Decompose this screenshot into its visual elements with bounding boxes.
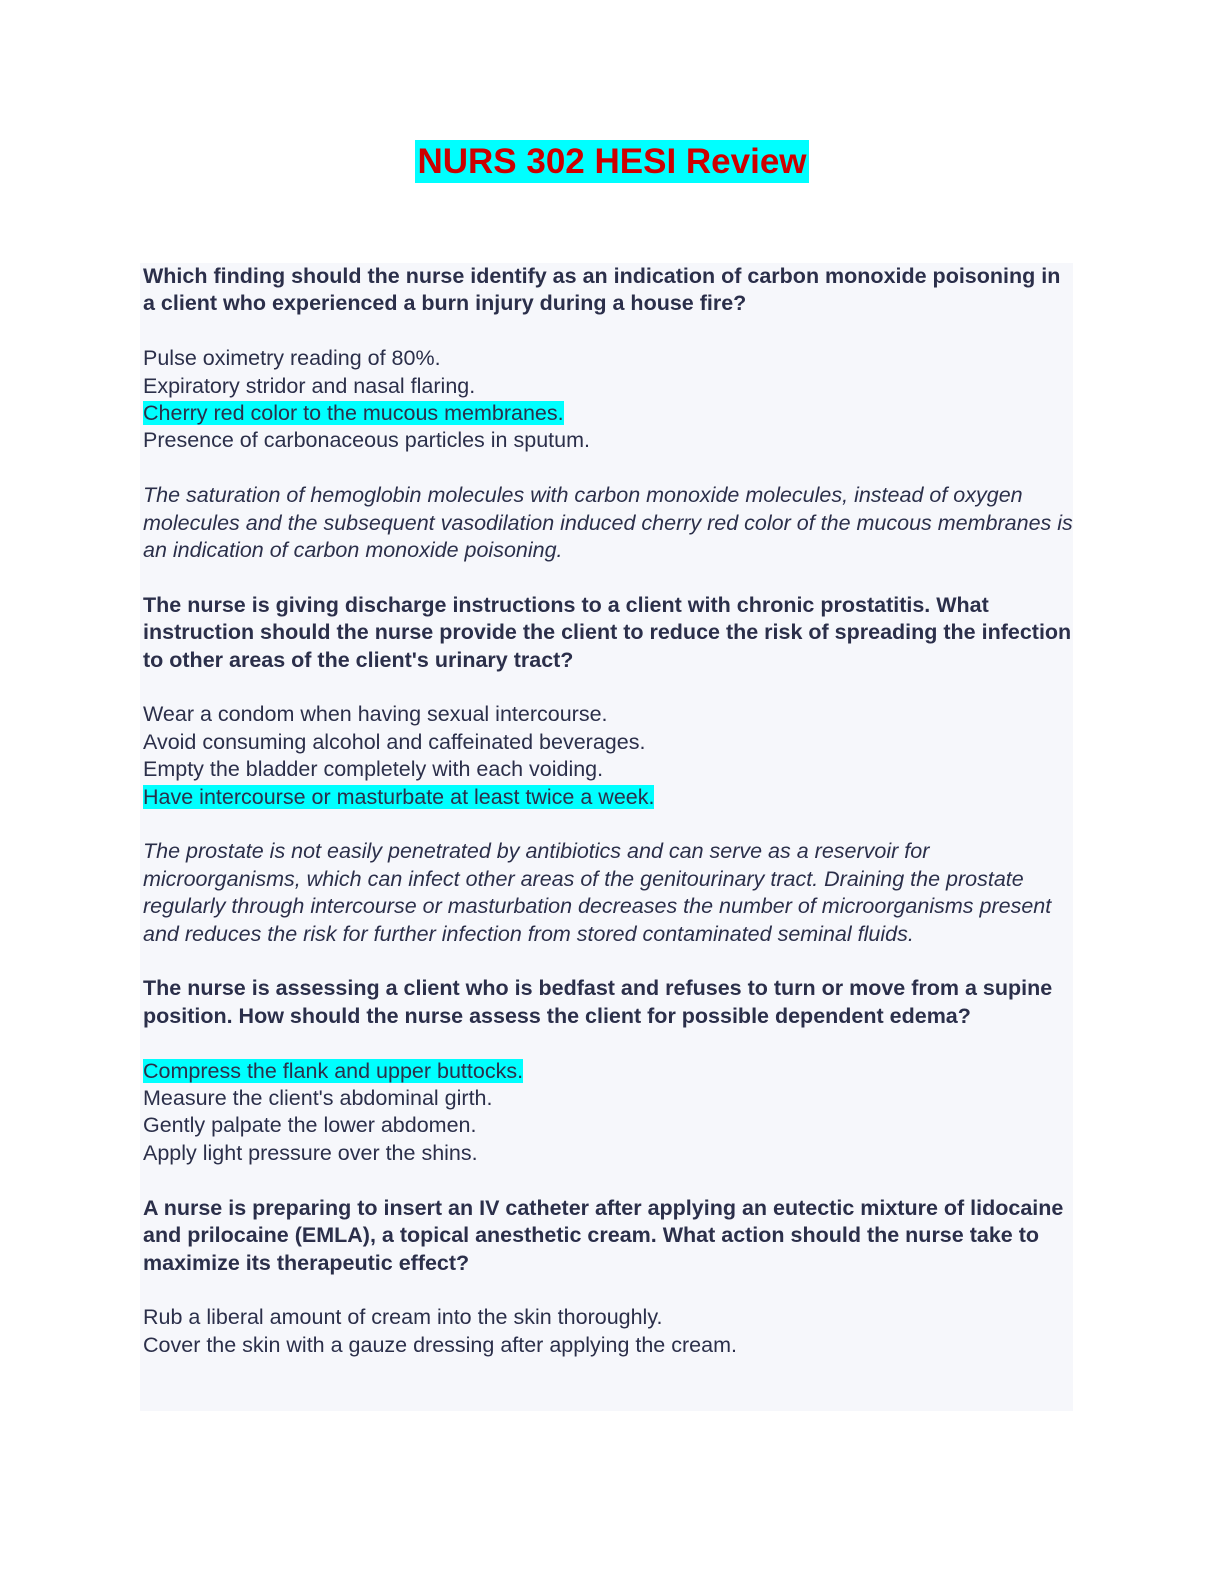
- answer-option-text: Wear a condom when having sexual intercourse.: [143, 702, 608, 727]
- answer-option-text: Presence of carbonaceous particles in sputum.: [143, 428, 590, 453]
- answer-option-text: Cover the skin with a gauze dressing after applying the cream.: [143, 1332, 737, 1357]
- answer-option-text-highlighted: Have intercourse or masturbate at least twice a week.: [143, 784, 655, 809]
- rationale-text: The saturation of hemoglobin molecules with carbon monoxide molecules, instead of oxygen molecules and the subsequent vasodilation induced cherry red color of the mucous membranes is an indication of carbon monoxide poisoning.: [143, 483, 1073, 563]
- answer-option: [143, 373, 1073, 400]
- answer-options: [143, 1304, 1073, 1359]
- rationale-text: The prostate is not easily penetrated by antibiotics and can serve as a reservoir for microorganisms, which can infect other areas of the genitourinary tract. Draining the prostate regularly through intercourse or masturbation decreases the number of microorganisms present and reduces the risk for further infection from stored contaminated seminal fluids.: [143, 839, 1052, 946]
- answer-option-text: Pulse oximetry reading of 80%.: [143, 346, 441, 371]
- answer-options: [143, 345, 1073, 455]
- answer-option-correct: [143, 1058, 1073, 1085]
- question-text: A nurse is preparing to insert an IV catheter after applying an eutectic mixture of lidocaine and prilocaine (EMLA), a topical anesthetic cream. What action should the nurse take to maximize its therapeutic effect?: [143, 1195, 1064, 1275]
- answer-options: [143, 1058, 1073, 1168]
- answer-option: [143, 1112, 1073, 1139]
- answer-option-text: Expiratory stridor and nasal flaring.: [143, 373, 476, 398]
- answer-option-correct: [143, 400, 1073, 427]
- answer-option: [143, 1332, 1073, 1359]
- page-title: NURS 302 HESI Review: [417, 142, 807, 181]
- answer-option: [143, 1085, 1073, 1112]
- answer-option-text: Rub a liberal amount of cream into the skin thoroughly.: [143, 1305, 663, 1330]
- question-block-3: [143, 975, 1073, 1167]
- answer-option-text: Avoid consuming alcohol and caffeinated beverages.: [143, 729, 646, 754]
- answer-option-text-highlighted: Compress the flank and upper buttocks.: [143, 1058, 524, 1083]
- answer-option: [143, 701, 1073, 728]
- answer-option-text: Empty the bladder completely with each voiding.: [143, 757, 604, 782]
- answer-option-text: Measure the client's abdominal girth.: [143, 1086, 493, 1111]
- answer-option: [143, 427, 1073, 454]
- title-wrapper: [0, 140, 1224, 183]
- question-text: The nurse is assessing a client who is bedfast and refuses to turn or move from a supine position. How should the nurse assess the client for possible dependent edema?: [143, 976, 1053, 1028]
- answer-option: [143, 1140, 1073, 1167]
- answer-option: [143, 729, 1073, 756]
- answer-option-text: Gently palpate the lower abdomen.: [143, 1113, 477, 1138]
- answer-option-text-highlighted: Cherry red color to the mucous membranes.: [143, 401, 564, 426]
- answer-option-correct: [143, 784, 1073, 811]
- answer-option: [143, 1304, 1073, 1331]
- answer-option: [143, 756, 1073, 783]
- answer-option-text: Apply light pressure over the shins.: [143, 1140, 478, 1165]
- answer-option: [143, 345, 1073, 372]
- question-block-2: [143, 592, 1073, 948]
- question-block-1: [143, 263, 1073, 564]
- question-text: The nurse is giving discharge instructions to a client with chronic prostatitis. What instruction should the nurse provide the client to reduce the risk of spreading the infection to other areas of the client's urinary tract?: [143, 592, 1072, 672]
- review-content: [140, 263, 1073, 1411]
- question-block-4: [143, 1195, 1073, 1359]
- question-text: Which finding should the nurse identify as an indication of carbon monoxide poisoning in a client who experienced a burn injury during a house fire?: [143, 264, 1061, 316]
- answer-options: [143, 701, 1073, 811]
